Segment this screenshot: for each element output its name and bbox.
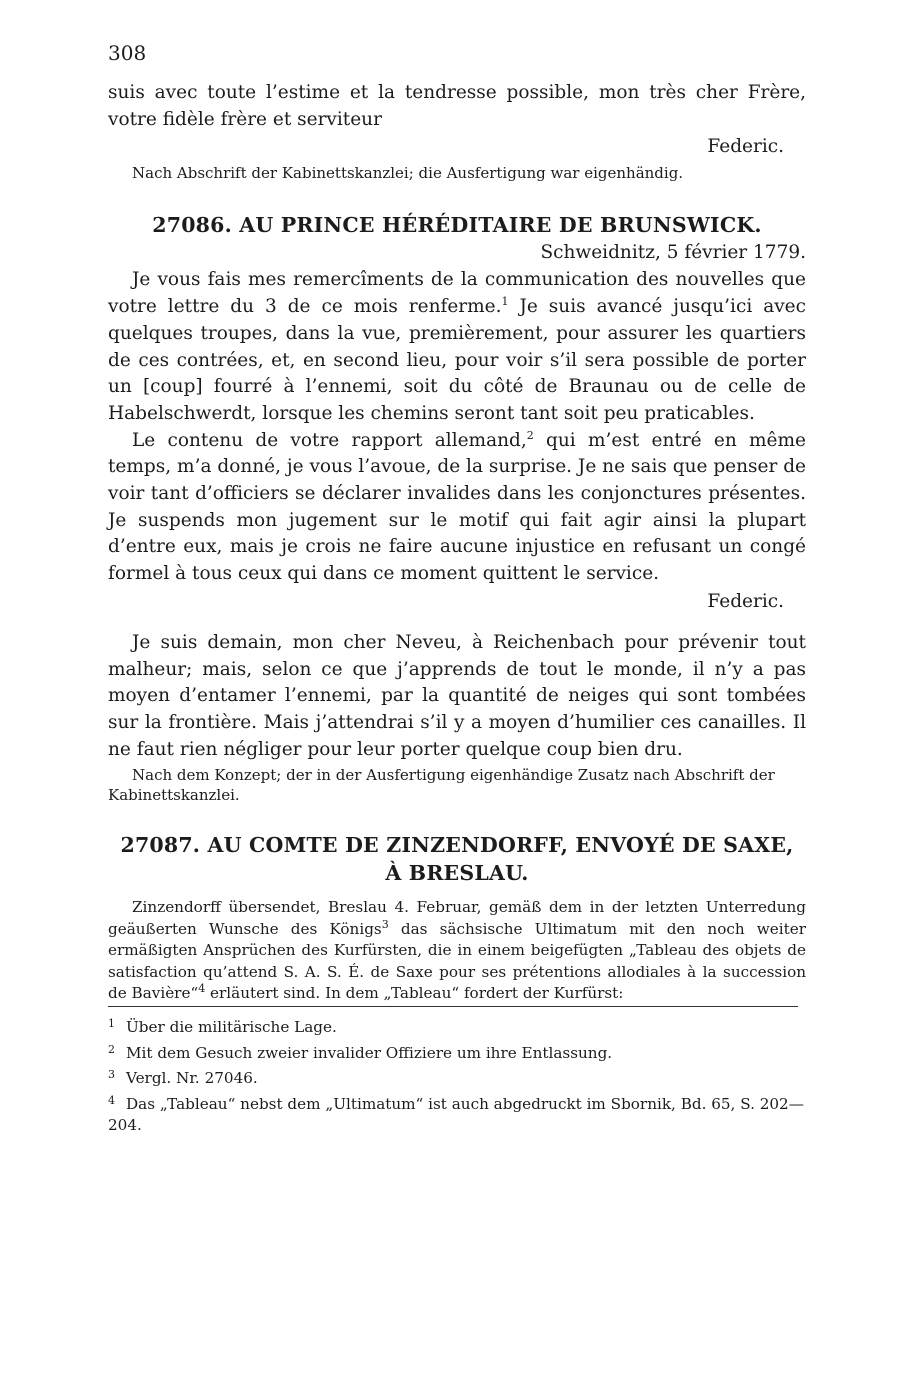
footnote-text: Über die militärische Lage. [126, 1018, 337, 1037]
footnote-ref-4: 4 [198, 981, 206, 995]
footnote-ref-3: 3 [381, 917, 389, 931]
letter-27086-source-note: Nach dem Konzept; der in der Ausfertigung eigenhändige Zusatz nach Abschrift der Kabinettskanzlei. [108, 766, 775, 805]
footnote-text: Mit dem Gesuch zweier invalider Offiziere um ihre Entlassung. [126, 1043, 613, 1062]
letter-27086-paragraph-1 [108, 267, 806, 427]
previous-letter-source-note: Nach Abschrift der Kabinettskanzlei; die Ausfertigung war eigenhändig. [132, 164, 684, 183]
paragraph-1-text-b: Je suis avancé jusqu’ici avec quelques troupes, dans la vue, premièrement, pour assurer les quartiers de ces contrées, et, en second lieu, pour voir s’il sera possible de porter un [coup] fourré à l’ennemi, soit du côté de Braunau ou de celle de Habelschwerdt, lorsque les chemins seront tant soit peu praticables. [108, 296, 806, 424]
summary-text-a: Zinzendorff übersendet, Breslau 4. Februar, gemäß dem in der letzten Unterredung geäußerten Wunsche des Königs [108, 898, 806, 938]
summary-text-c: erläutert sind. In dem „Tableau“ fordert der Kurfürst: [205, 983, 624, 1002]
paragraph-2-text-b: qui m’est entré en même temps, m’a donné, je vous l’avoue, de la surprise. Je ne sais que penser de voir tant d’officiers se déclarer invalides dans les conjonctures présentes. Je suspends mon jugement sur le motif qui fait agir ainsi la plupart d’entre eux, mais je crois ne faire aucune injustice en refusant un congé formel à tous ceux qui dans ce moment quittent le service. [108, 429, 806, 585]
footnote-number: 3 [108, 1068, 115, 1082]
footnote-ref-1: 1 [501, 294, 509, 308]
footnote-item [108, 1013, 806, 1039]
letter-27086-signature: Federic. [707, 590, 784, 612]
footnote-number: 2 [108, 1042, 115, 1056]
letter-27086-postscript: Je suis demain, mon cher Neveu, à Reichenbach pour prévenir tout malheur; mais, selon ce que j’apprends de tout le monde, il n’y a pas moyen d’entamer l’ennemi, par la quantité de neiges qui sont tombées sur la frontière. Mais j’attendrai s’il y a moyen d’humilier ces canailles. Il ne faut rien négliger pour leur porter quelque coup bien dru. [108, 631, 806, 760]
document-page [108, 40, 806, 1360]
footnote-text: Das „Tableau“ nebst dem „Ultimatum“ ist auch abgedruckt im Sbornik, Bd. 65, S. 202—204. [108, 1094, 804, 1135]
previous-letter-signature: Federic. [707, 136, 784, 158]
letter-27087-heading-line-1: 27087. AU COMTE DE ZINZENDORFF, ENVOYÉ DE SAXE, [120, 833, 794, 858]
footnotes-list [108, 1013, 806, 1137]
letter-27086-dateline: Schweidnitz, 5 février 1779. [540, 242, 806, 264]
footnote-number: 1 [108, 1017, 115, 1031]
footnote-ref-2: 2 [526, 428, 534, 442]
previous-letter-closing: suis avec toute l’estime et la tendresse possible, mon très cher Frère, votre fidèle frère et serviteur [108, 82, 806, 130]
footnote-number: 4 [108, 1093, 115, 1107]
letter-27087-summary [108, 897, 806, 1004]
footnote-item [108, 1064, 806, 1090]
footnote-divider [108, 1006, 798, 1007]
footnote-item [108, 1039, 806, 1065]
paragraph-2-text-a: Le contenu de votre rapport allemand, [132, 429, 527, 451]
letter-27086-heading: 27086. AU PRINCE HÉRÉDITAIRE DE BRUNSWICK. [152, 213, 762, 238]
footnote-text: Vergl. Nr. 27046. [126, 1069, 258, 1088]
letter-27086-paragraph-2 [108, 428, 806, 588]
page-number: 308 [108, 41, 147, 65]
paragraph-1-text-a: Je vous fais mes remercîments de la communication des nouvelles que votre lettre du 3 de ce mois renferme. [108, 269, 806, 318]
summary-text-b: das sächsische Ultimatum mit den noch weiter ermäßigten Ansprüchen des Kurfürsten, die in einem beigefügten „Tableau des objets de satisfaction qu’attend S. A. S. É. de Saxe pour ses prétentions allodiales à la succession de Bavière“ [108, 919, 807, 1002]
footnote-item [108, 1090, 806, 1137]
letter-27087-heading-line-2: À BRESLAU. [385, 861, 529, 886]
